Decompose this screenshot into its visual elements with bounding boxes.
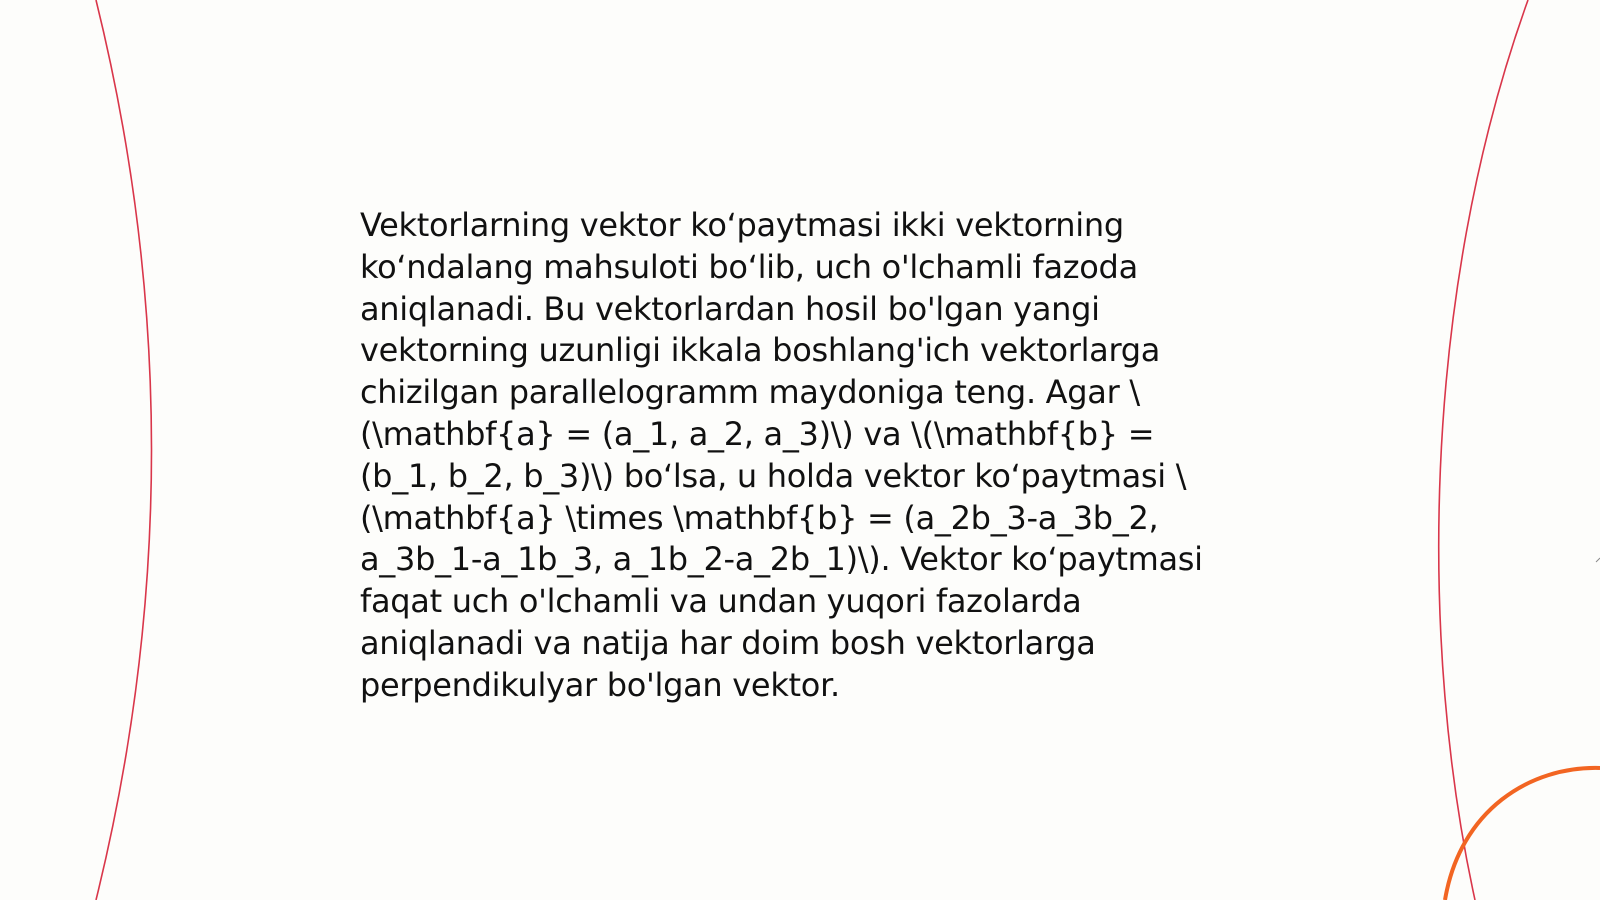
left-curve-line xyxy=(96,0,152,900)
bottom-right-arc xyxy=(1445,768,1600,900)
right-curve-line xyxy=(1439,0,1528,900)
right-edge-mark xyxy=(1596,558,1600,562)
slide-body-text: Vektorlarning vektor ko‘paytmasi ikki vektorning ko‘ndalang mahsuloti bo‘lib, uch o'lchamli fazoda aniqlanadi. Bu vektorlardan hosil bo'lgan yangi vektorning uzunligi ikkala boshlang'ich vektorlarga chizilgan parallelogramm maydoniga teng. Agar \(\mathbf{a} = (a_1, a_2, a_3)\) va \(\mathbf{b} = (b_1, b_2, b_3)\) bo‘lsa, u holda vektor ko‘paytmasi \(\mathbf{a} \times \mathbf{b} = (a_2b_3-a_3b_2, a_3b_1-a_1b_3, a_1b_2-a_2b_1)\). Vektor ko‘paytmasi faqat uch o'lchamli va undan yuqori fazolarda aniqlanadi va natija har doim bosh vektorlarga perpendikulyar bo'lgan vektor. xyxy=(360,206,1203,704)
